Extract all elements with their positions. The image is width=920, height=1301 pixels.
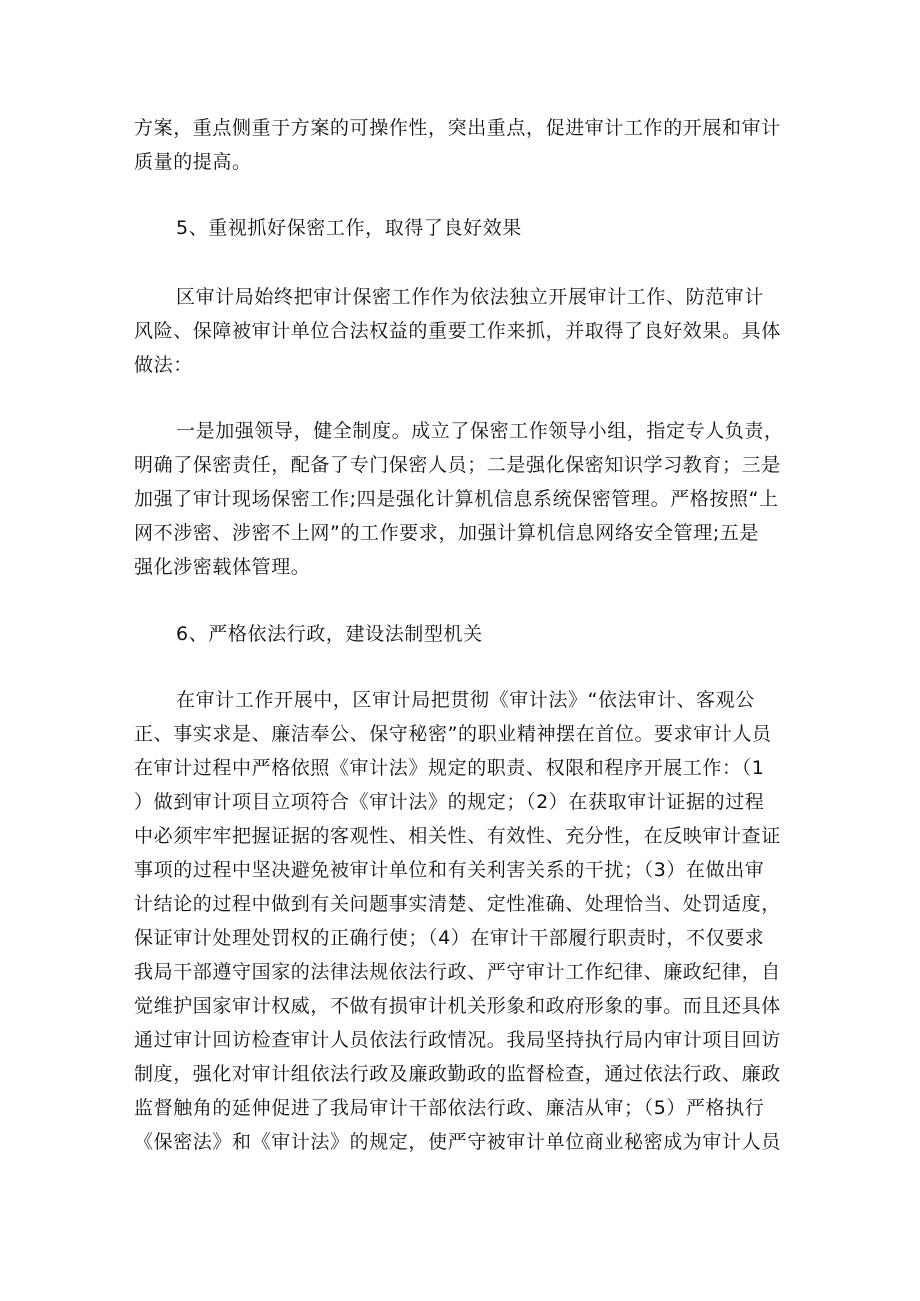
paragraph-line: 区审计局始终把审计保密工作作为依法独立开展审计工作、防范审计: [176, 286, 765, 308]
paragraph-line: 做法：: [134, 354, 193, 376]
section-heading-5: 5、重视抓好保密工作，取得了良好效果: [176, 217, 522, 239]
paragraph-line: 在审计工作开展中，区审计局把贯彻《审计法》“依法审计、客观公: [176, 689, 755, 711]
paragraph-line: 加强了审计现场保密工作;四是强化计算机信息系统保密管理。严格按照“上: [134, 488, 779, 510]
paragraph-line: 一是加强领导，健全制度。成立了保密工作领导小组，指定专人负责，: [176, 420, 784, 442]
paragraph-line: 《保密法》和《审计法》的规定，使严守被审计单位商业秘密成为审计人员: [134, 1131, 781, 1153]
paragraph-line: 正、事实求是、廉洁奉公、保守秘密”的职业精神摆在首位。要求审计人员: [134, 723, 772, 745]
paragraph-line: 明确了保密责任，配备了专门保密人员；二是强化保密知识学习教育；三是: [134, 454, 781, 476]
paragraph-line: 中必须牢牢把握证据的客观性、相关性、有效性、充分性，在反映审计查证: [134, 825, 781, 847]
paragraph-line: 网不涉密、涉密不上网”的工作要求，加强计算机信息网络安全管理;五是: [134, 522, 760, 544]
paragraph-line: 强化涉密载体管理。: [134, 556, 311, 578]
paragraph-line: 制度，强化对审计组依法行政及廉政勤政的监督检查，通过依法行政、廉政: [134, 1063, 781, 1085]
paragraph-line: 我局干部遵守国家的法律法规依法行政、严守审计工作纪律、廉政纪律，自: [134, 961, 781, 983]
paragraph-line: 在审计过程中严格依照《审计法》规定的职责、权限和程序开展工作：（1: [134, 757, 765, 779]
paragraph-line: 监督触角的延伸促进了我局审计干部依法行政、廉洁从审；（5）严格执行: [134, 1097, 765, 1119]
paragraph-line: 觉维护国家审计权威，不做有损审计机关形象和政府形象的事。而且还具体: [134, 995, 781, 1017]
paragraph-line: 方案，重点侧重于方案的可操作性，突出重点，促进审计工作的开展和审计: [134, 117, 781, 139]
paragraph-line: 风险、保障被审计单位合法权益的重要工作来抓，并取得了良好效果。具体: [134, 320, 781, 342]
paragraph-line: ）做到审计项目立项符合《审计法》的规定；（2）在获取审计证据的过程: [134, 791, 765, 813]
paragraph-line: 事项的过程中坚决避免被审计单位和有关利害关系的干扰；（3）在做出审: [134, 859, 765, 881]
paragraph-line: 质量的提高。: [134, 151, 252, 173]
paragraph-line: 通过审计回访检查审计人员依法行政情况。我局坚持执行局内审计项目回访: [134, 1029, 781, 1051]
paragraph-line: 保证审计处理处罚权的正确行使；（4）在审计干部履行职责时，不仅要求: [134, 927, 765, 949]
section-heading-6: 6、严格依法行政，建设法制型机关: [176, 623, 483, 645]
paragraph-line: 计结论的过程中做到有关问题事实清楚、定性准确、处理恰当、处罚适度，: [134, 893, 781, 915]
